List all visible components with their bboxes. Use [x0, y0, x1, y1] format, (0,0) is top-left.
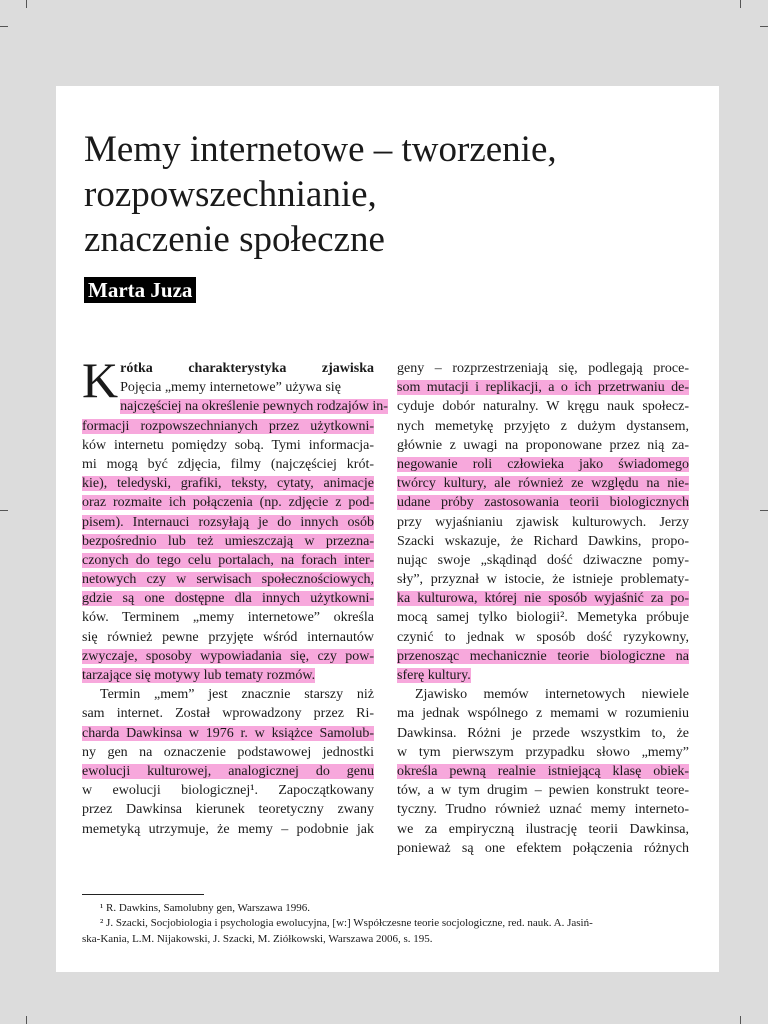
right-column: [397, 359, 689, 858]
text-line-text: tów, a w tym drugim – pewien konstrukt teore-: [397, 783, 689, 799]
text-line: [397, 820, 689, 839]
crop-mark: [760, 26, 768, 27]
text-line: [82, 417, 374, 436]
text-line-text: kie), teledyski, grafiki, teksty, cytaty, animacje: [82, 476, 374, 492]
title-line: znaczenie społeczne: [84, 218, 385, 260]
text-line-text: charda Dawkinsa w 1976 r. w książce Samolub-: [82, 725, 374, 741]
text-line: [397, 493, 689, 512]
footnote-1: ¹ R. Dawkins, Samolubny gen, Warszawa 1996.: [100, 902, 310, 914]
text-line-text: sam internet. Został wprowadzony przez Ri-: [82, 706, 374, 722]
text-line: [397, 704, 689, 723]
text-line-text: Pojęcia „memy internetowe” używa się: [120, 380, 341, 396]
text-line: [82, 800, 374, 819]
author-name: Marta Juza: [84, 277, 196, 303]
text-line-text: ma jednak wspólnego z memami w rozumieniu: [397, 706, 689, 722]
text-line: [397, 436, 689, 455]
document-page: [56, 86, 719, 972]
text-line-text: Szacki wskazuje, że Richard Dawkins, propo-: [397, 533, 689, 549]
text-line-text: najczęściej na określenie pewnych rodzajów in-: [120, 399, 388, 415]
footnote-2: [82, 915, 688, 947]
text-line-text: oraz rozmaite ich połączenia (np. zdjęcie z pod-: [82, 495, 374, 511]
text-line: [397, 532, 689, 551]
text-line-text: ponieważ są one efektem połączenia różnych: [397, 840, 689, 856]
text-line-text: czynić to jednak w sposób dość ryzykowny,: [397, 629, 689, 645]
text-line: [397, 474, 689, 493]
text-line-text: cyduje dobór naturalny. W kręgu nauk społecz-: [397, 399, 689, 415]
title-line: Memy internetowe – tworzenie,: [84, 128, 557, 170]
text-line-text: mocą samej tylko biologii². Memetyka próbuje: [397, 610, 689, 626]
text-line: [82, 647, 374, 666]
crop-mark: [740, 1016, 741, 1024]
text-line-text: ków internetu pomiędzy sobą. Tymi informacja-: [82, 437, 374, 453]
text-line: [82, 820, 374, 839]
text-line-text: formacji rozpowszechnianych przez użytkowni-: [82, 418, 374, 434]
text-line: [397, 762, 689, 781]
crop-mark: [26, 0, 27, 8]
text-line-text: ny gen na oznaczenie podstawowej jednostki: [82, 744, 374, 760]
text-line: [82, 608, 374, 627]
section-heading: rótka charakterystyka zjawiska: [120, 361, 374, 376]
crop-mark: [0, 510, 8, 511]
text-line: [397, 589, 689, 608]
text-line: [82, 532, 374, 551]
text-line-text: ka kulturowa, której nie sposób wyjaśnić za po-: [397, 591, 689, 607]
text-line-text: Zjawisko memów internetowych niewiele: [415, 687, 689, 703]
text-line-text: mi mogą być zdjęcia, filmy (najczęściej krót-: [82, 456, 374, 472]
text-line-text: negowanie roli człowieka jako świadomego: [397, 456, 689, 472]
footnote-2-line: ² J. Szacki, Socjobiologia i psychologia ewolucyjna, [w:] Współczesne teorie socjologiczne, red. nauk. A. Jasiń-: [100, 917, 593, 929]
text-line-text: Dawkinsa. Różni je przede wszystkim to, że: [397, 725, 689, 741]
text-line: [397, 781, 689, 800]
text-line: [397, 628, 689, 647]
text-line: [82, 513, 374, 532]
text-line: [397, 513, 689, 532]
text-line: [82, 666, 374, 685]
text-line: [82, 781, 374, 800]
text-line: [397, 417, 689, 436]
text-line-text: czonych do tego celu portalach, na forach inter-: [82, 552, 374, 568]
text-line: [82, 570, 374, 589]
text-line-text: tyczny. Trudno również uznać memy interneto-: [397, 802, 689, 818]
text-line: [82, 493, 374, 512]
drop-cap: K: [82, 352, 119, 408]
text-line-text: udane próby zastosowania teorii biologicznych: [397, 495, 689, 511]
crop-mark: [760, 510, 768, 511]
text-line-text: geny – rozprzestrzeniają się, podlegają proce-: [397, 361, 689, 376]
text-line: [82, 724, 374, 743]
text-line-text: som mutacji i replikacji, a o ich przetrwaniu de-: [397, 380, 689, 396]
text-line: [397, 455, 689, 474]
text-line: [397, 724, 689, 743]
title-line: rozpowszechnianie,: [84, 173, 377, 215]
text-line: [82, 474, 374, 493]
text-line: [82, 685, 374, 704]
left-column: [82, 352, 388, 839]
text-line: [82, 628, 374, 647]
text-line: [82, 378, 374, 397]
text-line: [82, 455, 374, 474]
text-line-text: ków. Terminem „memy internetowe” określa: [82, 610, 374, 626]
text-line-text: w tym pierwszym przypadku słowo „memy”: [397, 744, 689, 760]
text-line: [397, 800, 689, 819]
text-line: [82, 436, 374, 455]
text-line: [397, 359, 689, 378]
text-line: [397, 839, 689, 858]
text-line: [397, 378, 689, 397]
text-line-text: przenosząc mechanicznie teorie biologiczne na: [397, 648, 689, 664]
text-line: [82, 762, 374, 781]
text-line: [397, 551, 689, 570]
text-line: [397, 685, 689, 704]
text-line: [397, 743, 689, 762]
text-line-text: przez Dawkinsa kierunek teoretyczny zwany: [82, 802, 374, 818]
footnote-rule: [82, 894, 204, 895]
text-line: [82, 397, 388, 416]
text-line: [82, 743, 374, 762]
text-line-text: gdzie są one dostępne dla innych użytkowni-: [82, 591, 374, 607]
text-line-text: określa pewną realnie istniejącą klasę obiek-: [397, 763, 689, 779]
text-line-text: twórcy kultury, ale również ze względu na nie-: [397, 476, 689, 492]
text-line-text: sły”, przyznał w istocie, że istnieje problematy-: [397, 572, 689, 588]
crop-mark: [740, 0, 741, 8]
text-line: [82, 589, 374, 608]
text-line: [397, 570, 689, 589]
text-line: [397, 608, 689, 627]
text-line-text: głównie z uwagi na proponowane przez nią za-: [397, 437, 689, 453]
text-line: [82, 551, 374, 570]
text-line: [397, 397, 689, 416]
text-line-text: zwyczaje, sposoby wypowiadania się, czy pow-: [82, 648, 374, 664]
text-line-text: netowych czy w serwisach społecznościowych,: [82, 572, 374, 588]
text-line-text: memetyką utrzymuje, że memy – podobnie jak: [82, 821, 374, 837]
text-line-text: bezpośrednio lub też umieszczają w przezna-: [82, 533, 374, 549]
text-line-text: ewolucji kulturowej, analogicznej do genu: [82, 763, 374, 779]
text-line-text: tarzające się motywy lub tematy rozmów.: [82, 668, 316, 683]
crop-mark: [0, 26, 8, 27]
crop-mark: [26, 1016, 27, 1024]
text-line-text: nując swoje „skądinąd dość dziwaczne pomy-: [397, 552, 689, 568]
text-line-text: sferę kultury.: [397, 668, 471, 683]
text-line: [397, 666, 689, 685]
article-title: [84, 127, 704, 262]
text-line-text: przy wyjaśnianiu zjawisk kulturowych. Jerzy: [397, 514, 689, 530]
footnote-2-line: ska-Kania, L.M. Nijakowski, J. Szacki, M. Ziółkowski, Warszawa 2006, s. 195.: [82, 933, 433, 945]
text-line-text: pisem). Internauci rozsyłają je do innych osób: [82, 514, 374, 530]
text-line-text: nych memetykę przyjęto z dużym dystansem,: [397, 418, 689, 434]
text-line-text: w ewolucji biologicznej¹. Zapoczątkowany: [82, 783, 374, 799]
text-line-text: Termin „mem” jest znacznie starszy niż: [100, 687, 374, 703]
text-line-text: się również pewne przyjęte wśród internautów: [82, 629, 374, 645]
text-line: [82, 704, 374, 723]
text-line-text: we za empiryczną ilustrację teorii Dawkinsa,: [397, 821, 689, 837]
text-line: [397, 647, 689, 666]
